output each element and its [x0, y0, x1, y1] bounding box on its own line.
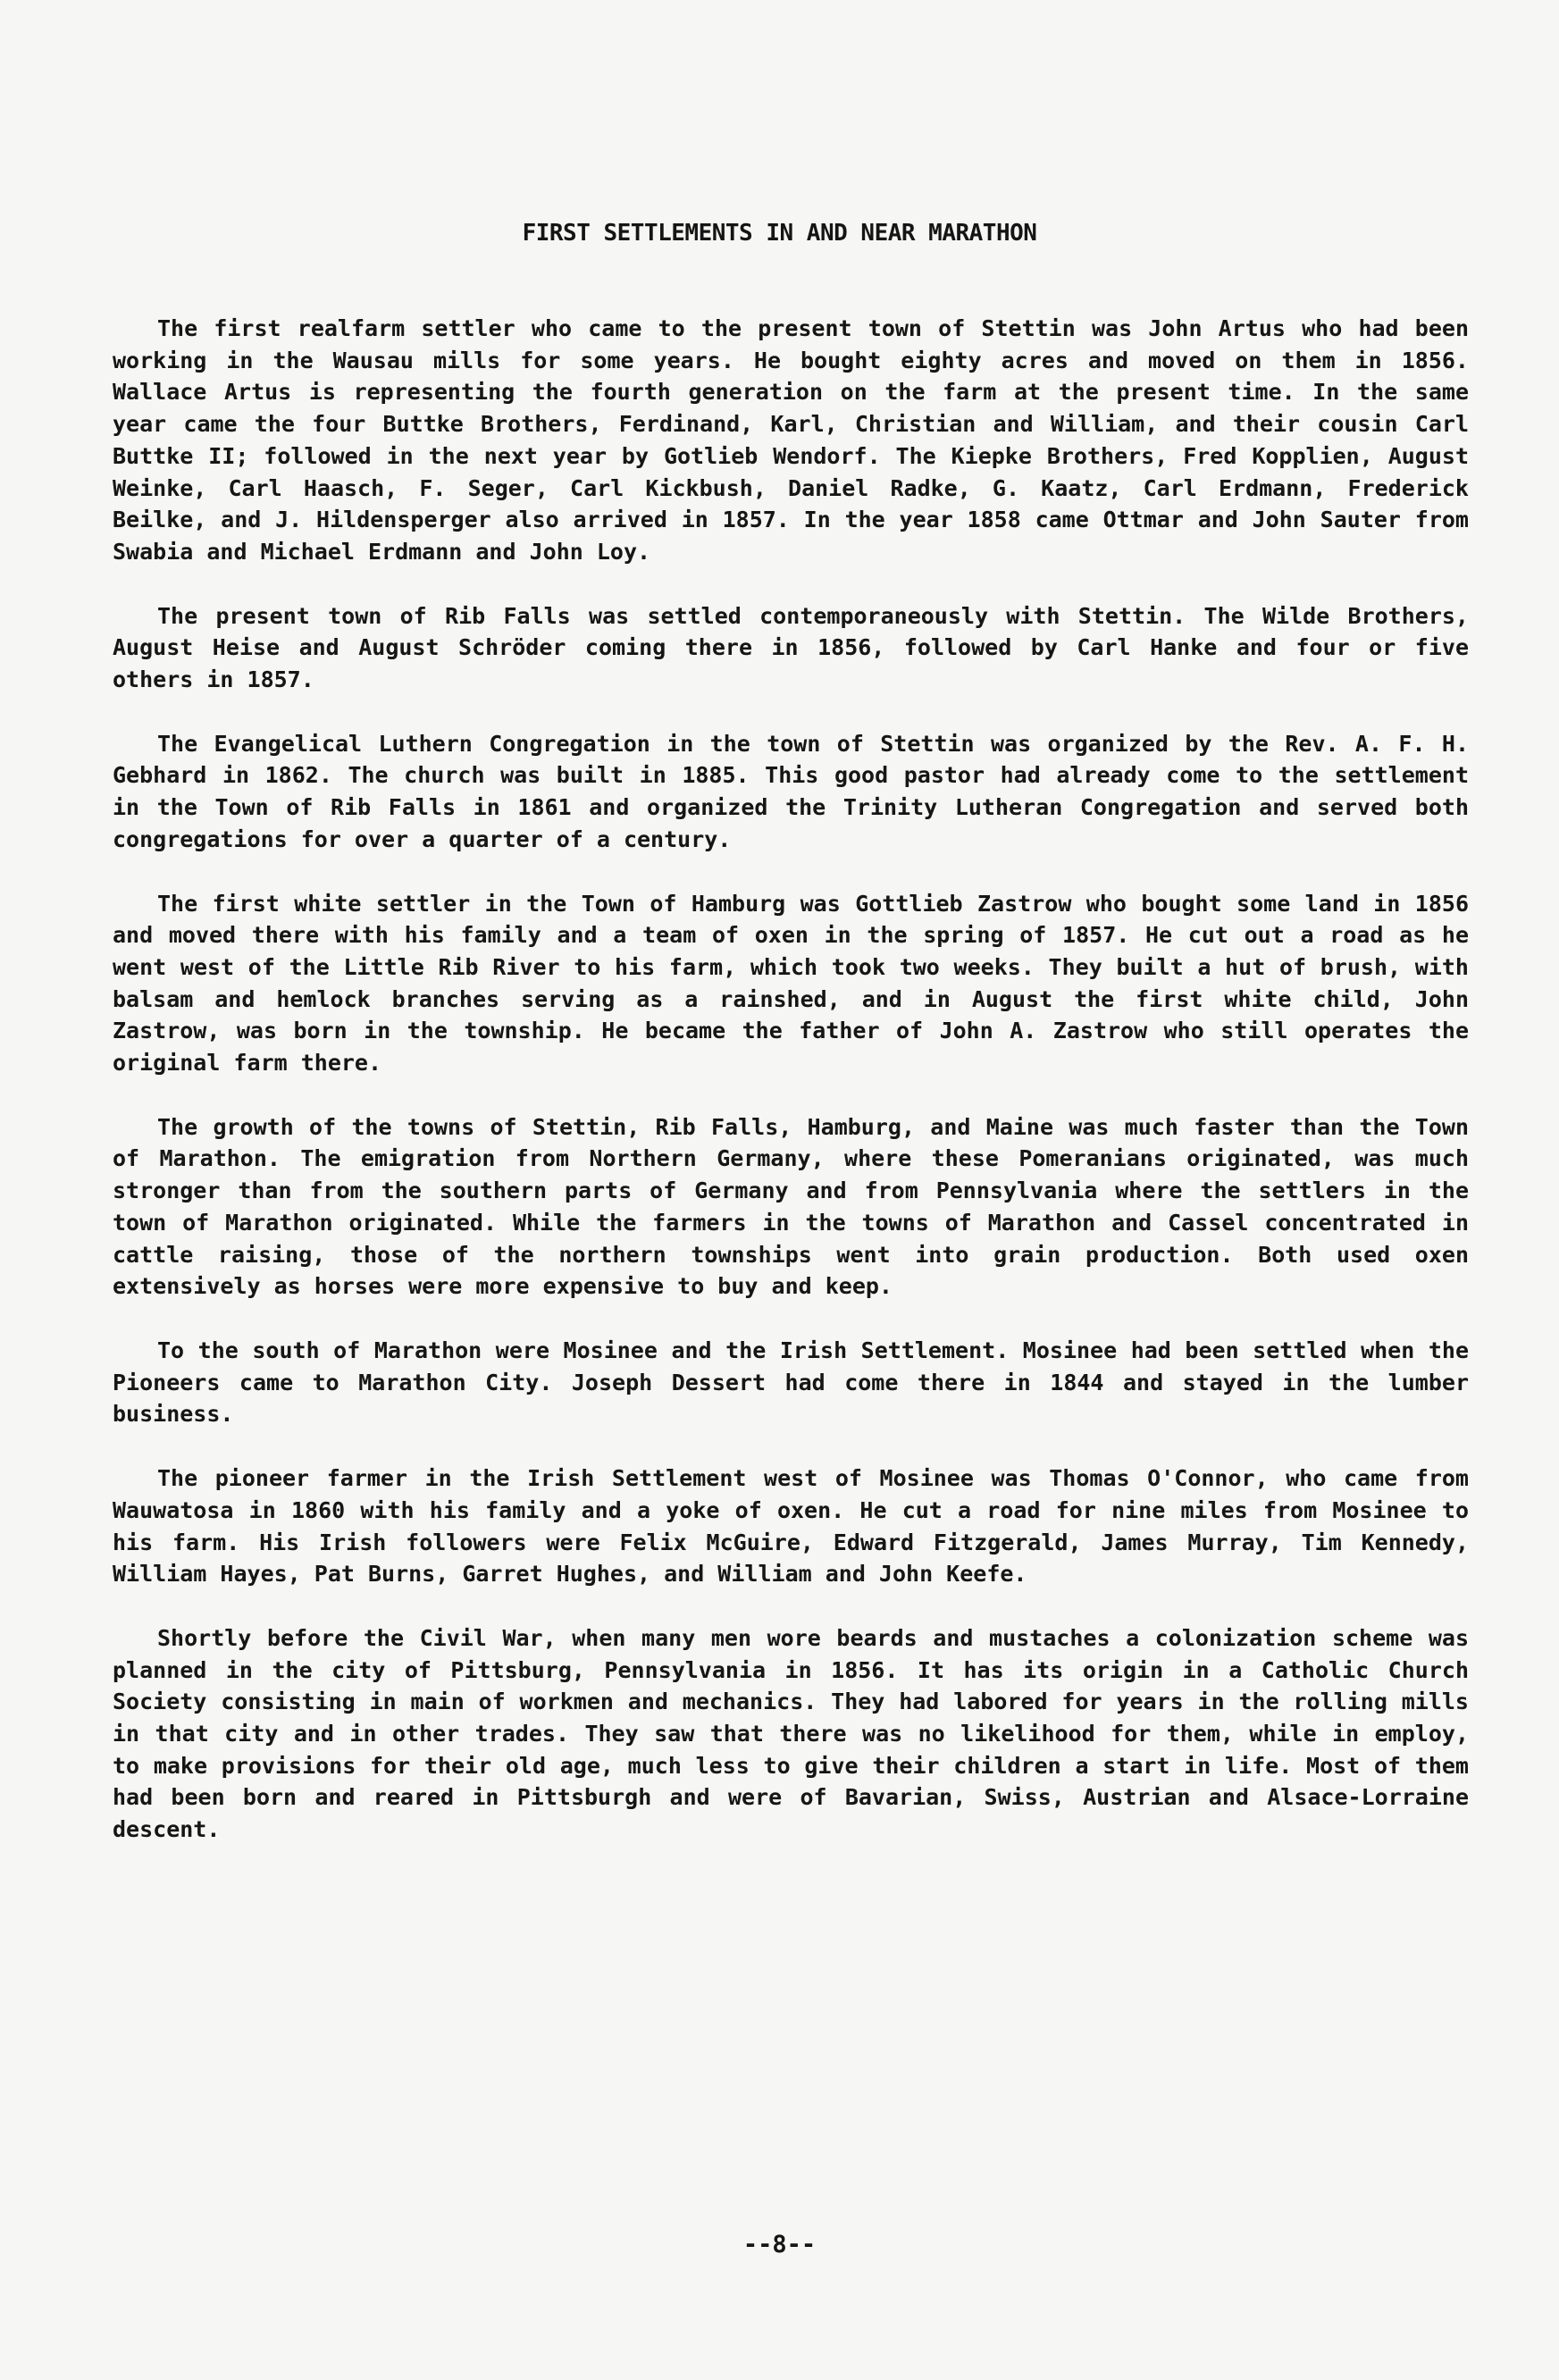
page-number: --8-- — [742, 2231, 817, 2258]
paragraph-hamburg-settler: The first white settler in the Town of Hamburg was Gottlieb Zastrow who bought some land in 1856 and moved there with his family and a team of oxen in the spring of 1857. He cut out a road as he went west of the Little Rib River to his farm, which took two weeks. They built a hut of brush, with balsam and hemlock branches serving as a rainshed, and in August the first white child, John Zastrow, was born in the township. He became the father of John A. Zastrow who still operates the original farm there. — [113, 890, 1469, 1077]
paragraph-stettin-settlers: The first realfarm settler who came to the present town of Stettin was John Artus who had been working in the Wausau mills for some years. He bought eighty acres and moved on them in 1856. Wallace Artus is representing the fourth generation on the farm at the present time. In the same year came the four Buttke Brothers, Ferdinand, Karl, Christian and William, and their cousin Carl Buttke II; followed in the next year by Gotlieb Wendorf. The Kiepke Brothers, Fred Kopplien, August Weinke, Carl Haasch, F. Seger, Carl Kickbush, Daniel Radke, G. Kaatz, Carl Erdmann, Frederick Beilke, and J. Hildensperger also arrived in 1857. In the year 1858 came Ottmar and John Sauter from Swabia and Michael Erdmann and John Loy. — [113, 315, 1469, 565]
page-title: FIRST SETTLEMENTS IN AND NEAR MARATHON — [522, 220, 1037, 247]
paragraph-pittsburg-colonization: Shortly before the Civil War, when many men wore beards and mustaches a colonization scheme was planned in the city of Pittsburg, Pennsylvania in 1856. It has its origin in a Catholic Church Society consisting in main of workmen and mechanics. They had labored for years in the rolling mills in that city and in other trades. They saw that there was no likelihood for them, while in employ, to make provisions for their old age, much less to give their children a start in life. Most of them had been born and reared in Pittsburgh and were of Bavarian, Swiss, Austrian and Alsace-Lorraine descent. — [113, 1624, 1469, 1843]
paragraph-irish-settlement: The pioneer farmer in the Irish Settlement west of Mosinee was Thomas O'Connor, who came from Wauwatosa in 1860 with his family and a yoke of oxen. He cut a road for nine miles from Mosinee to his farm. His Irish followers were Felix McGuire, Edward Fitzgerald, James Murray, Tim Kennedy, William Hayes, Pat Burns, Garret Hughes, and William and John Keefe. — [113, 1465, 1469, 1588]
paragraph-rib-falls: The present town of Rib Falls was settled contemporaneously with Stettin. The Wilde Brothers, August Heise and August Schröder coming there in 1856, followed by Carl Hanke and four or five others in 1857. — [113, 602, 1469, 693]
paragraph-mosinee: To the south of Marathon were Mosinee and the Irish Settlement. Mosinee had been settled when the Pioneers came to Marathon City. Joseph Dessert had come there in 1844 and stayed in the lumber business. — [113, 1337, 1469, 1428]
paragraph-growth-of-towns: The growth of the towns of Stettin, Rib Falls, Hamburg, and Maine was much faster than the Town of Marathon. The emigration from Northern Germany, where these Pomeranians originated, was much stronger than from the southern parts of Germany and from Pennsylvania where the settlers in the town of Marathon originated. While the farmers in the towns of Marathon and Cassel concentrated in cattle raising, those of the northern townships went into grain production. Both used oxen extensively as horses were more expensive to buy and keep. — [113, 1113, 1469, 1300]
document-body — [113, 313, 1469, 1878]
paragraph-lutheran-congregation: The Evangelical Luthern Congregation in the town of Stettin was organized by the Rev. A. F. H. Gebhard in 1862. The church was built in 1885. This good pastor had already come to the settlement in the Town of Rib Falls in 1861 and organized the Trinity Lutheran Congregation and served both congregations for over a quarter of a century. — [113, 730, 1469, 852]
